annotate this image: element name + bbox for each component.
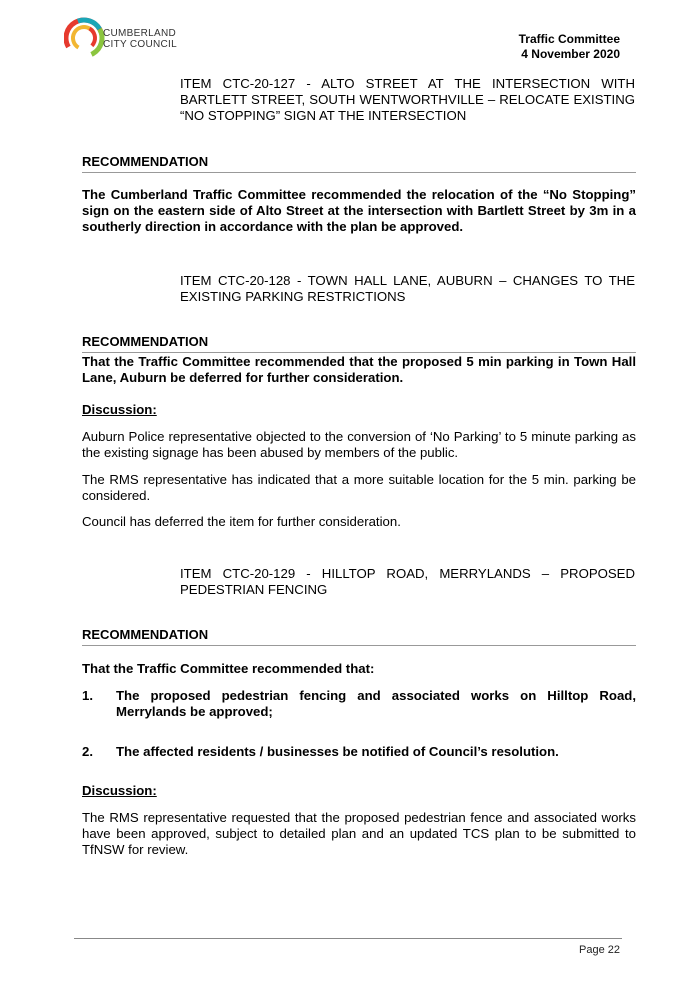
recommendation-text-128: That the Traffic Committee recommended that the proposed 5 min parking in Town Hall Lane, Auburn be deferred for further consideration. [82,354,636,385]
recommendation-heading: RECOMMENDATION [82,334,636,353]
recommendation-intro-129: That the Traffic Committee recommended that: [82,661,375,676]
committee-name: Traffic Committee [518,32,620,46]
recommendation-heading: RECOMMENDATION [82,154,636,173]
recommendation-heading: RECOMMENDATION [82,627,636,646]
logo-line2: CITY COUNCIL [103,39,177,50]
discussion-paragraph: The RMS representative requested that the proposed pedestrian fence and associated works have been approved, subject to detailed plan and an updated TCS plan to be submitted to TfNSW for review. [82,810,636,857]
item-title-127: ITEM CTC-20-127 - ALTO STREET AT THE INTERSECTION WITH BARTLETT STREET, SOUTH WENTWORTHVILLE – RELOCATE EXISTING “NO STOPPING” SIGN AT THE INTERSECTION [180,76,635,123]
list-item: The proposed pedestrian fencing and associated works on Hilltop Road, Merrylands be approved; [116,688,636,719]
discussion-heading: Discussion: [82,783,157,798]
discussion-heading: Discussion: [82,402,157,417]
footer-divider [74,938,622,939]
recommendation-text-127: The Cumberland Traffic Committee recommended the relocation of the “No Stopping” sign on the eastern side of Alto Street at the intersection with Bartlett Street by 3m in a southerly direction in accordance with the plan be approved. [82,187,636,234]
discussion-paragraph: Auburn Police representative objected to the conversion of ‘No Parking’ to 5 minute parking as the existing signage has been abused by members of the public. [82,429,636,460]
item-title-129: ITEM CTC-20-129 - HILLTOP ROAD, MERRYLANDS – PROPOSED PEDESTRIAN FENCING [180,566,635,597]
logo-text [103,28,177,50]
list-number: 2. [82,744,93,759]
item-title-128: ITEM CTC-20-128 - TOWN HALL LANE, AUBURN – CHANGES TO THE EXISTING PARKING RESTRICTIONS [180,273,635,304]
logo-line1: CUMBERLAND [103,28,177,39]
meeting-date: 4 November 2020 [521,47,620,61]
list-item: The affected residents / businesses be notified of Council’s resolution. [116,744,559,759]
discussion-paragraph: Council has deferred the item for further consideration. [82,514,401,529]
document-header [519,32,620,62]
discussion-paragraph: The RMS representative has indicated that a more suitable location for the 5 min. parking be considered. [82,472,636,503]
list-number: 1. [82,688,93,703]
page-number: Page 22 [579,944,620,956]
